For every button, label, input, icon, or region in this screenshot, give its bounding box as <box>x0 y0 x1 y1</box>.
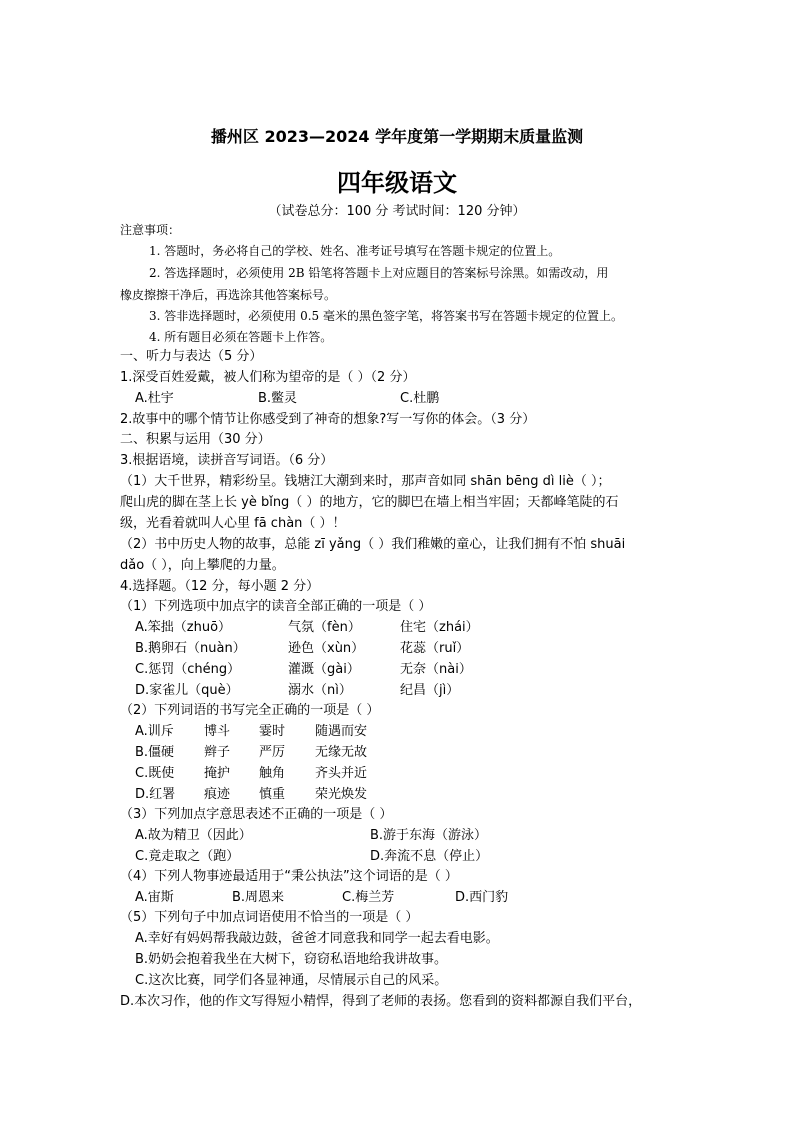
sub-question-2-word: 无缘无故 <box>315 745 368 760</box>
question-3-line-2: 爬山虎的脚在茎上长 yè bǐng（ ）的地方，它的脚巴在墙上相当牢固；天都峰笔陡的石 <box>120 495 619 510</box>
sub-question-1-option: 气氛（fèn） <box>288 620 361 635</box>
sub-question-2-word: 触角 <box>259 766 286 781</box>
sub-question-3-option: D.奔流不息（停止） <box>370 849 489 864</box>
sub-question-2-word: 痕迹 <box>204 787 231 802</box>
sub-question-1-option: 灌溉（gài） <box>288 662 360 677</box>
notice-item-2-cont: 橡皮擦擦干净后，再选涂其他答案标号。 <box>120 288 337 302</box>
section-2-heading: 二、积累与运用（30 分） <box>120 432 271 447</box>
sub-question-2-word: 荣光焕发 <box>315 787 368 802</box>
sub-question-1-option: 纪昌（jì） <box>400 683 460 698</box>
question-1-option-a: A.杜宇 <box>135 391 174 406</box>
question-4: 4.选择题。（12 分，每小题 2 分） <box>120 579 320 594</box>
sub-question-1-option: 溺水（nì） <box>288 683 352 698</box>
question-3-line-5: dǎo（ ），向上攀爬的力量。 <box>120 558 285 573</box>
sub-question-2-word: 齐头并近 <box>315 766 368 781</box>
question-3: 3.根据语境，读拼音写词语。（6 分） <box>120 453 334 468</box>
question-1-option-c: C.杜鹏 <box>400 391 440 406</box>
exam-title: 播州区 2023—2024 学年度第一学期期末质量监测 <box>210 127 584 146</box>
sub-question-2-word: 掩护 <box>204 766 231 781</box>
sub-question-4-option: C.梅兰芳 <box>342 890 395 905</box>
sub-question-4-option: B.周恩来 <box>232 890 285 905</box>
question-1-option-b: B.鳖灵 <box>258 391 298 406</box>
question-3-line-4: （2）书中历史人物的故事，总能 zī yǎng（ ）我们稚嫩的童心，让我们拥有不怕 shuāi <box>120 537 626 552</box>
sub-question-4-stem: （4）下列人物事迹最适用于“秉公执法”这个词语的是（ ） <box>120 869 458 884</box>
sub-question-2-word: A.训斥 <box>135 724 174 739</box>
sub-question-1-option: 无奈（nài） <box>400 662 472 677</box>
question-1: 1.深受百姓爱戴，被人们称为望帝的是（ ）（2 分） <box>120 370 416 385</box>
sub-question-5-option-b: B.奶奶会抱着我坐在大树下，窃窃私语地给我讲故事。 <box>135 952 448 967</box>
sub-question-2-word: 严厉 <box>259 745 286 760</box>
sub-question-5-option-a: A.幸好有妈妈帮我敲边鼓，爸爸才同意我和同学一起去看电影。 <box>135 931 499 946</box>
sub-question-4-option: D.西门豹 <box>455 890 509 905</box>
sub-question-3-option: C.竟走取之（跑） <box>135 849 240 864</box>
sub-question-2-word: B.僵硬 <box>135 745 175 760</box>
section-1-heading: 一、听力与表达（5 分） <box>120 349 263 364</box>
sub-question-2-word: 霎时 <box>259 724 286 739</box>
sub-question-3-option: A.故为精卫（因此） <box>135 828 252 843</box>
sub-question-3-option: B.游于东海（游泳） <box>370 828 488 843</box>
sub-question-2-word: C.既使 <box>135 766 175 781</box>
sub-question-5-stem: （5）下列句子中加点词语使用不恰当的一项是（ ） <box>120 910 419 925</box>
question-3-line-3: 级，光看着就叫人心里 fā chàn（ ）！ <box>120 516 346 531</box>
notice-item-1: 1. 答题时，务必将自己的学校、姓名、准考证号填写在答题卡规定的位置上。 <box>149 244 561 258</box>
sub-question-1-option: 逊色（xùn） <box>288 641 365 656</box>
sub-question-1-option: C.惩罚（chéng） <box>135 662 241 677</box>
notice-item-3: 3. 答非选择题时，必须使用 0.5 毫米的黑色签字笔，将答案书写在答题卡规定的位置上。 <box>149 309 623 323</box>
notice-item-2: 2. 答选择题时，必须使用 2B 铅笔将答题卡上对应题目的答案标号涂黑。如需改动，用 <box>149 266 609 280</box>
sub-question-2-word: 慎重 <box>259 787 286 802</box>
sub-question-5-option-d: D.本次习作，他的作文写得短小精悍，得到了老师的表扬。您看到的资料都源自我们平台， <box>120 994 642 1009</box>
sub-question-1-option: B.鹅卵石（nuàn） <box>135 641 246 656</box>
sub-question-2-word: 辫子 <box>204 745 231 760</box>
notice-heading: 注意事项： <box>120 223 181 237</box>
sub-question-4-option: A.宙斯 <box>135 890 174 905</box>
notice-item-4: 4. 所有题目必须在答题卡上作答。 <box>149 330 333 344</box>
sub-question-2-word: 博斗 <box>204 724 231 739</box>
sub-question-2-word: 随遇而安 <box>315 724 368 739</box>
sub-question-1-option: 住宅（zhái） <box>400 620 479 635</box>
sub-question-1-option: D.家雀儿（què） <box>135 683 239 698</box>
question-2: 2.故事中的哪个情节让你感受到了神奇的想象?写一写你的体会。（3 分） <box>120 412 536 427</box>
sub-question-3-stem: （3）下列加点字意思表述不正确的一项是（ ） <box>120 807 393 822</box>
sub-question-1-option: 花蕊（ruǐ） <box>400 641 470 656</box>
sub-question-2-word: D.红署 <box>135 787 176 802</box>
sub-question-2-stem: （2）下列词语的书写完全正确的一项是（ ） <box>120 703 380 718</box>
question-3-line-1: （1）大千世界，精彩纷呈。钱塘江大潮到来时，那声音如同 shān bēng dì liè（ ）； <box>120 474 611 489</box>
exam-subject: 四年级语文 <box>337 169 457 197</box>
sub-question-1-option: A.笨拙（zhuō） <box>135 620 232 635</box>
sub-question-5-option-c: C.这次比赛，同学们各显神通，尽情展示自己的风采。 <box>135 973 448 988</box>
exam-info: （试卷总分：100 分 考试时间：120 分钟） <box>268 204 526 219</box>
sub-question-1-stem: （1）下列选项中加点字的读音全部正确的一项是（ ） <box>120 599 432 614</box>
